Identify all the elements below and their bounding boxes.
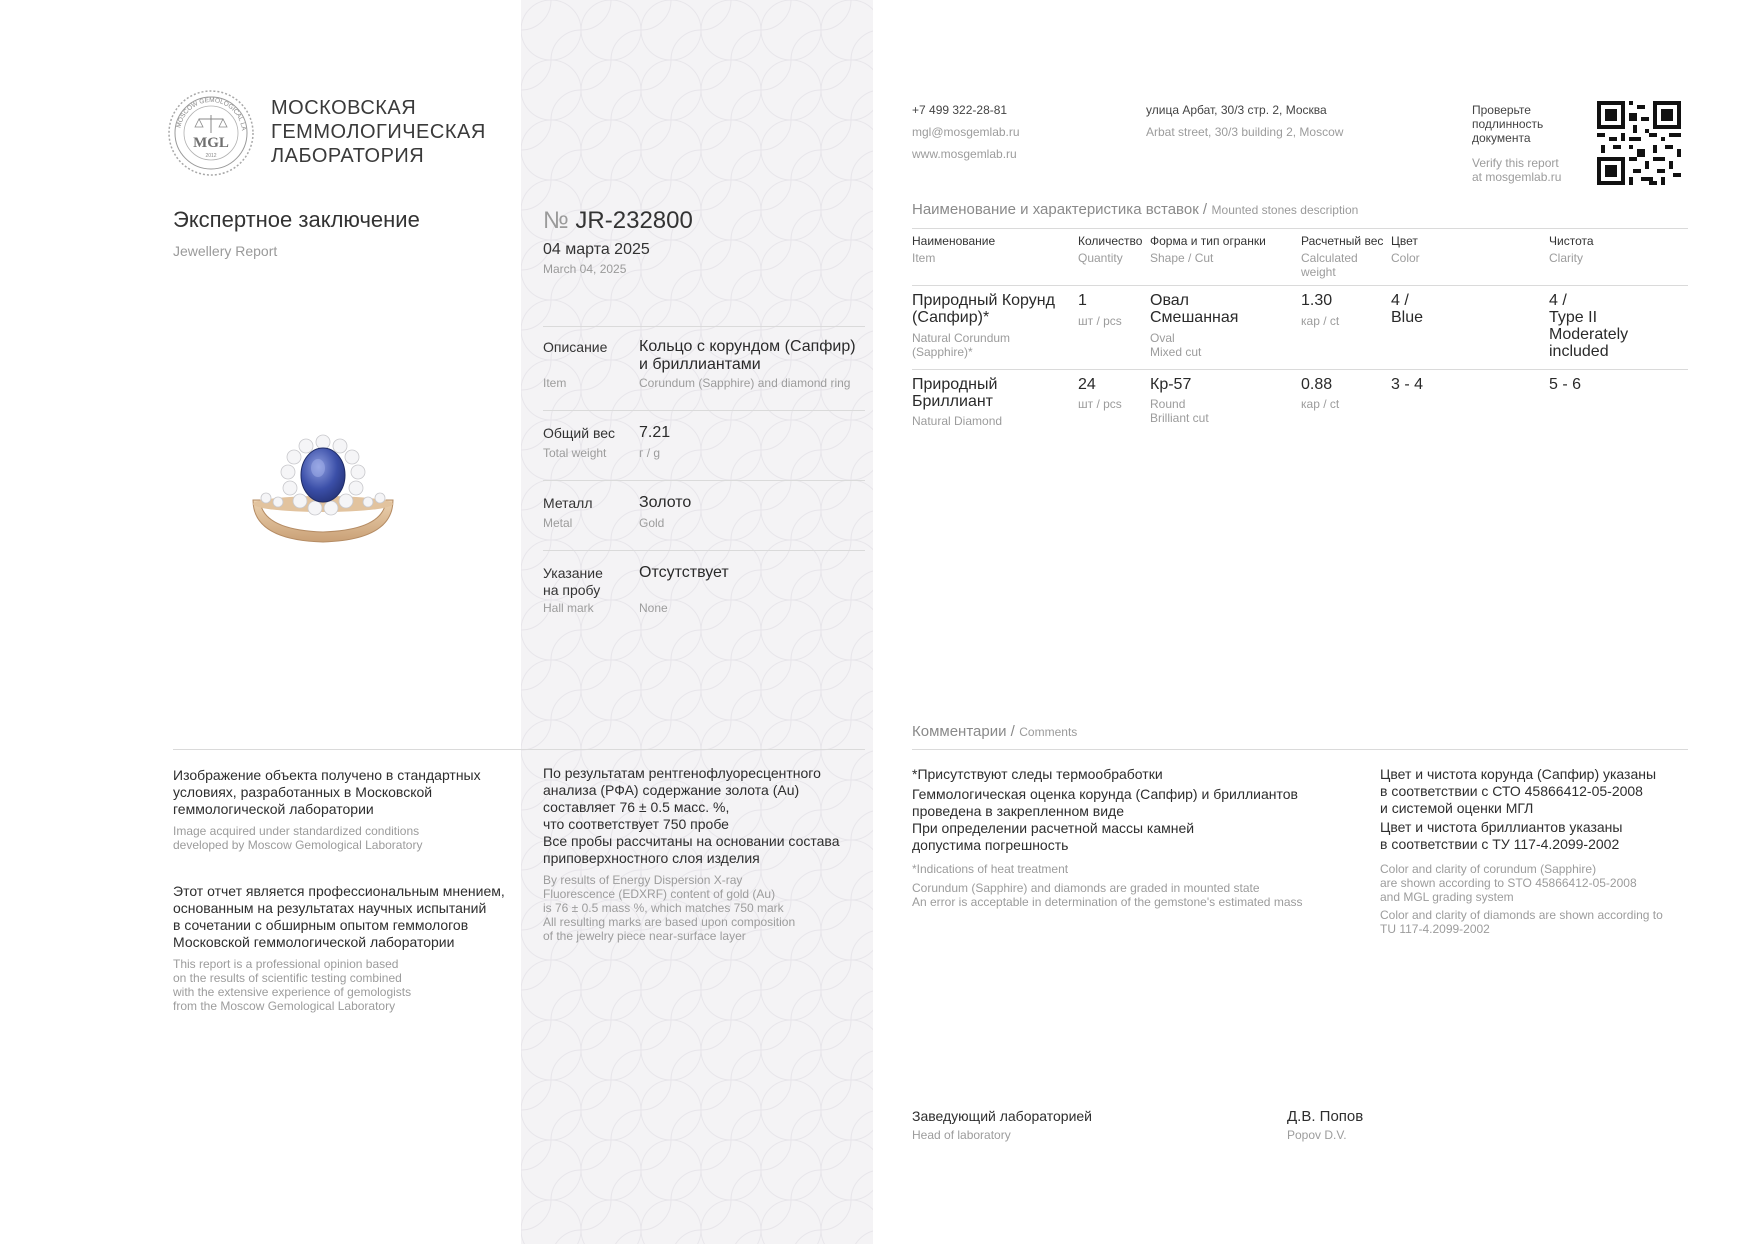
row1-item: Природный Корунд (Сапфир)* [912, 292, 1055, 326]
address-en: Arbat street, 30/3 building 2, Moscow [1146, 125, 1344, 139]
detail-label-metal: Металл [543, 495, 593, 511]
stones-title-ru: Наименование и характеристика вставок / [912, 201, 1208, 218]
comments-divider [912, 749, 1688, 750]
detail-label-weight-en: Total weight [543, 446, 607, 460]
stones-row-divider [912, 369, 1688, 370]
email[interactable]: mgl@mosgemlab.ru [912, 125, 1020, 139]
verify-text-en: Verify this report at mosgemlab.ru [1472, 156, 1562, 184]
signature-role-ru: Заведующий лабораторией [912, 1108, 1092, 1124]
comment-corundum-std-en: Color and clarity of corundum (Sapphire) are shown according to STO 45866412-05-2008 and MGL grading system [1380, 862, 1637, 904]
comment-graded-en: Corundum (Sapphire) and diamonds are graded in mounted state An error is acceptable in determination of the gemstone's estimated mass [912, 881, 1303, 909]
verify-text-ru: Проверьте подлинность документа [1472, 103, 1544, 145]
detail-label-item: Описание [543, 339, 608, 355]
row2-qty: 24 [1078, 376, 1096, 393]
opinion-note-ru: Этот отчет является профессиональным мнением, основанным на результатах научных испытаний в сочетании с обширным опытом геммологов Московской геммологической лаборатории [173, 883, 505, 950]
edxrf-note-en: By results of Energy Dispersion X-ray Fluorescence (EDXRF) content of gold (Au) is 76 ± 0.5 mass %, which matches 750 mark All resulting marks are based upon composition of the jewelry piece near-surface layer [543, 873, 796, 943]
report-date-en: March 04, 2025 [543, 262, 627, 276]
seal-mgl-text: MGL [193, 135, 229, 151]
row1-qty-unit: шт / pcs [1078, 314, 1122, 328]
detail-value-item-en: Corundum (Sapphire) and diamond ring [639, 376, 851, 390]
opinion-note-en: This report is a professional opinion based on the results of scientific testing combined with the extensive experience of gemologists from the Moscow Gemological Laboratory [173, 957, 412, 1013]
edxrf-note-ru: По результатам рентгенофлуоресцентного анализа (РФА) содержание золота (Au) составляет 76 ± 0.5 масс. %, что соответствует 750 пробе Все пробы рассчитаны на основании состава приповерхностного слоя изделия [543, 765, 840, 866]
comments-title-en: Comments [1019, 725, 1078, 739]
stones-header-bottom-divider [912, 285, 1688, 286]
comments-title [912, 723, 1077, 741]
decorative-pattern-band [521, 0, 873, 1244]
row1-item-en: Natural Corundum (Sapphire)* [912, 331, 1011, 359]
lab-name-line-3: ЛАБОРАТОРИЯ [271, 145, 425, 167]
detail-label-metal-en: Metal [543, 516, 573, 530]
col-header-color-en: Color [1391, 251, 1420, 265]
report-date-ru: 04 марта 2025 [543, 241, 650, 258]
col-header-weight-en: Calculated weight [1301, 251, 1358, 279]
row2-shape-en: Round Brilliant cut [1150, 397, 1209, 425]
image-note-ru: Изображение объекта получено в стандартных условиях, разработанных в Московской геммологической лаборатории [173, 767, 481, 817]
website[interactable]: www.mosgemlab.ru [912, 147, 1017, 161]
signature-name-en: Popov D.V. [1287, 1128, 1347, 1142]
comment-heat-en: *Indications of heat treatment [912, 862, 1069, 876]
row2-clarity: 5 - 6 [1549, 376, 1582, 393]
col-header-weight: Расчетный вес [1301, 234, 1384, 248]
comment-graded-ru: Геммологическая оценка корунда (Сапфир) и бриллиантов проведена в закрепленном виде При определении расчетной массы камней допустима погрешность [912, 786, 1298, 853]
detail-value-hallmark-en: None [639, 601, 668, 615]
comment-diamond-std-en: Color and clarity of diamonds are shown according to TU 117-4.2099-2002 [1380, 908, 1663, 936]
row2-weight-unit: кар / ct [1301, 397, 1340, 411]
detail-label-item-en: Item [543, 376, 567, 390]
stones-section-title [912, 201, 1358, 219]
seal-year-text: 2012 [205, 153, 217, 159]
col-header-item: Наименование [912, 234, 996, 248]
col-header-shape: Форма и тип огранки [1150, 234, 1266, 248]
detail-value-weight-en: г / g [639, 446, 661, 460]
details-divider-0 [543, 326, 865, 327]
report-number-value: JR-232800 [575, 207, 693, 234]
signature-role-en: Head of laboratory [912, 1128, 1011, 1142]
row1-shape-en: Oval Mixed cut [1150, 331, 1202, 359]
row2-shape: Кр-57 [1150, 376, 1192, 393]
row2-qty-unit: шт / pcs [1078, 397, 1122, 411]
col-header-color: Цвет [1391, 234, 1418, 248]
col-header-quantity-en: Quantity [1078, 251, 1123, 265]
col-header-clarity-en: Clarity [1549, 251, 1584, 265]
report-title-ru: Экспертное заключение [173, 207, 420, 232]
signature-name-ru: Д.В. Попов [1287, 1108, 1364, 1125]
row1-color: 4 / Blue [1391, 292, 1424, 326]
detail-value-metal: Золото [639, 494, 692, 511]
col-header-clarity: Чистота [1549, 234, 1594, 248]
col-header-shape-en: Shape / Cut [1150, 251, 1214, 265]
row1-weight: 1.30 [1301, 292, 1333, 309]
row1-qty: 1 [1078, 292, 1087, 309]
row2-item: Природный Бриллиант [912, 376, 998, 410]
band-pattern [521, 0, 873, 1244]
mgl-logo-seal [167, 89, 255, 177]
lab-name-line-1: МОСКОВСКАЯ [271, 97, 417, 119]
detail-value-metal-en: Gold [639, 516, 665, 530]
details-divider-2 [543, 480, 865, 481]
col-header-item-en: Item [912, 251, 936, 265]
image-note-en: Image acquired under standardized conditions developed by Moscow Gemological Laboratory [173, 824, 423, 852]
stones-title-en: Mounted stones description [1211, 203, 1359, 217]
notes-divider-left [173, 749, 865, 750]
details-divider-1 [543, 410, 865, 411]
ring-photo [248, 432, 398, 547]
stones-header-top-divider [912, 228, 1688, 229]
comment-corundum-std-ru: Цвет и чистота корунда (Сапфир) указаны в соответствии с СТО 45866412-05-2008 и системой оценки МГЛ [1380, 766, 1657, 816]
details-divider-3 [543, 550, 865, 551]
number-sign: № [543, 207, 569, 234]
lab-name-line-2: ГЕММОЛОГИЧЕСКАЯ [271, 121, 486, 143]
row1-weight-unit: кар / ct [1301, 314, 1340, 328]
col-header-quantity: Количество [1078, 234, 1143, 248]
detail-value-weight: 7.21 [639, 424, 671, 441]
qr-code[interactable] [1597, 101, 1681, 185]
address-ru: улица Арбат, 30/3 стр. 2, Москва [1146, 103, 1327, 117]
comment-heat-ru: *Присутствуют следы термообработки [912, 766, 1163, 782]
row2-color: 3 - 4 [1391, 376, 1424, 393]
lab-name [271, 96, 486, 168]
detail-value-item: Кольцо с корундом (Сапфир) и бриллиантами [639, 338, 856, 373]
phone[interactable]: +7 499 322-28-81 [912, 103, 1008, 117]
row1-shape: Овал Смешанная [1150, 292, 1239, 326]
comment-diamond-std-ru: Цвет и чистота бриллиантов указаны в соответствии с ТУ 117-4.2099-2002 [1380, 819, 1623, 852]
row1-clarity: 4 / Type II Moderately included [1549, 292, 1629, 360]
detail-label-hallmark-en: Hall mark [543, 601, 594, 615]
report-number [543, 207, 693, 235]
seal-ring-text: MOSCOW GEMOLOGICAL LA [175, 96, 247, 132]
detail-value-hallmark: Отсутствует [639, 564, 729, 581]
row2-item-en: Natural Diamond [912, 414, 1003, 428]
detail-label-hallmark: Указание на пробу [543, 565, 603, 598]
report-title-en: Jewellery Report [173, 243, 278, 259]
comments-title-ru: Комментарии / [912, 723, 1015, 740]
row2-weight: 0.88 [1301, 376, 1333, 393]
detail-label-weight: Общий вес [543, 425, 616, 441]
